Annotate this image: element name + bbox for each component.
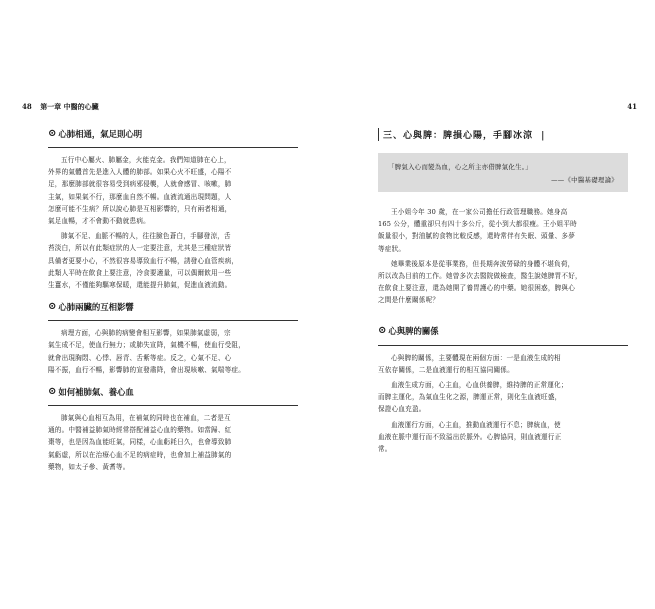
left-column bbox=[48, 118, 298, 476]
quote-box bbox=[378, 153, 628, 192]
paragraph bbox=[378, 206, 628, 255]
paragraph-line: 主氣，如果氣不行，那麼血自然不暢。血液流通出現問題，人 bbox=[48, 192, 232, 201]
paragraph bbox=[378, 379, 628, 416]
section bbox=[48, 126, 298, 291]
section-marker-icon: ⊙ bbox=[378, 325, 387, 337]
paragraph-line: 怎麼可能不生病？所以說心肺是互相影響的，只有兩者相通， bbox=[48, 204, 232, 213]
right-column bbox=[378, 118, 628, 458]
paragraph-line: 生薑水，不僅能夠驅寒保暖，還能提升肺氣，促進血液流動。 bbox=[48, 281, 232, 290]
paragraph-line: 常。 bbox=[378, 445, 392, 454]
quote-source: ——《中醫基礎理論》 bbox=[551, 176, 618, 184]
paragraph-line: 外界的氣體首先是進入人體的肺部。如果心火不旺盛，心陽不 bbox=[48, 168, 232, 177]
right-sections bbox=[378, 324, 628, 456]
paragraph-line: 氣足血暢，才不會動不動就患病。 bbox=[48, 217, 150, 226]
left-page bbox=[0, 0, 327, 609]
section-heading-text: 心肺兩臟的互相影響 bbox=[58, 301, 134, 312]
paragraph-line: 氣生成不足，使血行無力；或肺失宣降，氣機不暢，使血行受阻， bbox=[48, 341, 246, 350]
right-page bbox=[328, 0, 655, 609]
paragraph bbox=[378, 419, 628, 456]
section-heading-text: 心與脾的關係 bbox=[388, 326, 439, 337]
paragraph bbox=[378, 352, 628, 376]
page-number-left: 48 bbox=[22, 102, 32, 111]
chapter-title bbox=[378, 128, 628, 141]
quote-text: 「脾氣入心而變為血，心之所主亦借脾氣化生。」 bbox=[388, 163, 532, 171]
paragraph-line: 她畢業後原本是從事業務，但長期奔波勞碌的身體不堪負荷， bbox=[391, 259, 575, 268]
paragraph-line: 在飲食上要注意，還為她開了養胃護心的中藥。她很困惑，脾與心 bbox=[378, 284, 576, 293]
section-marker-icon: ⊙ bbox=[48, 385, 57, 397]
paragraph-line: 而脾主運化，為氣血生化之源，脾運正常，則化生血液旺盛， bbox=[378, 393, 562, 402]
intro-paragraphs bbox=[378, 206, 628, 307]
paragraph-line: 陽不振，血行不暢，影響肺的宣發肅降，會出現咳嗽、氣喘等症。 bbox=[48, 365, 246, 374]
section bbox=[48, 299, 298, 376]
paragraph-line: 病理方面，心與肺的病變會相互影響，如果肺氣虛弱，宗 bbox=[61, 329, 231, 338]
paragraph-line: 心與脾的關係，主要體現在兩個方面：一是血液生成的相 bbox=[391, 353, 561, 362]
paragraph-line: 165 公分，體重卻只有四十多公斤，從小到大都很瘦。王小姐平時 bbox=[378, 220, 577, 229]
paragraph-line: 飯量很小，對油膩的食物比較反感，還時常伴有失眠、頭暈、多夢 bbox=[378, 232, 576, 241]
paragraph bbox=[48, 412, 298, 473]
section-heading bbox=[48, 384, 298, 399]
paragraph-line: 就會出現胸悶、心悸、唇青、舌紫等症。反之，心氣不足、心 bbox=[48, 353, 232, 362]
paragraph-line: 血液運行方面，心主血，推動血液運行不息；脾統血，使 bbox=[391, 420, 561, 429]
paragraph-line: 苔淡白，所以有此類症狀的人一定要注意，尤其是三種症狀皆 bbox=[48, 244, 232, 253]
paragraph-line: 之間是什麼關係呢？ bbox=[378, 296, 440, 305]
section-heading bbox=[378, 324, 628, 339]
paragraph-line: 血液生成方面，心主血，心血供養脾，維持脾的正常運化； bbox=[391, 381, 568, 390]
paragraph-line: 通的。中醫補益肺氣時經常搭配補益心血的藥物。如當歸、紅 bbox=[48, 426, 232, 435]
paragraph bbox=[48, 154, 298, 227]
section bbox=[378, 324, 628, 456]
paragraph-line: 肺氣不足、血脈不暢的人，往往臉色蒼白，手腳發涼，舌 bbox=[61, 232, 231, 241]
paragraph bbox=[378, 258, 628, 307]
chapter-title-text: 三、心與脾：脾損心陽，手腳冰涼 bbox=[383, 131, 534, 141]
section-marker-icon: ⊙ bbox=[48, 127, 57, 139]
paragraph-line: 肺氣與心血相互為用，在補氣的同時也在補血，二者是互 bbox=[61, 414, 231, 423]
running-header-text: 第一章 中醫的心臟 bbox=[40, 102, 99, 111]
paragraph-line: 藥物，如太子參、黃耆等。 bbox=[48, 462, 130, 471]
paragraph-line: 五行中心屬火、肺屬金，火能克金。我們知道肺在心上， bbox=[61, 156, 231, 164]
paragraph-line: 血液在脈中運行而不致溢出於脈外。心脾協同，則血液運行正 bbox=[378, 432, 562, 441]
paragraph-line: 足，那麼肺部就很容易受到病邪侵襲，人就會感冒、咳嗽，肺 bbox=[48, 180, 232, 189]
paragraph-line: 氣虧虛，所以在治療心血不足的病症時，也會加上補益肺氣的 bbox=[48, 450, 232, 459]
paragraph-line: 此類人平時在飲食上要注意，冷食要適量，可以偶爾飲用一些 bbox=[48, 268, 232, 277]
paragraph-line: 互依存關係，二是血液運行的相互協同關係。 bbox=[378, 365, 514, 374]
running-header-left bbox=[22, 102, 99, 112]
section-heading-text: 如何補肺氣、養心血 bbox=[58, 386, 134, 397]
paragraph-line: 等症狀。 bbox=[378, 244, 406, 253]
paragraph bbox=[48, 327, 298, 376]
section-heading-text: 心肺相通，氣足則心明 bbox=[58, 128, 143, 139]
section-heading bbox=[48, 299, 298, 314]
paragraph-line: 具備者更要小心，不然很容易導致血行不暢，誘發心血管疾病， bbox=[48, 256, 239, 265]
page-number-right: 41 bbox=[627, 102, 637, 111]
chapter-title-bar: | bbox=[541, 131, 546, 141]
section-marker-icon: ⊙ bbox=[48, 300, 57, 312]
paragraph-line: 保證心血充盈。 bbox=[378, 405, 426, 414]
left-sections bbox=[48, 126, 298, 473]
paragraph bbox=[48, 230, 298, 291]
section-heading bbox=[48, 126, 298, 141]
paragraph-line: 棗等，也是因為血能旺氣，同樣，心血虧耗日久，也會導致肺 bbox=[48, 438, 232, 447]
paragraph-line: 所以改為目前的工作。她曾多次去醫院做檢查，醫生說她脾胃不好， bbox=[378, 272, 582, 281]
section bbox=[48, 384, 298, 473]
paragraph-line: 王小姐今年 30 歲，在一家公司擔任行政管理職務。她身高 bbox=[391, 208, 568, 216]
